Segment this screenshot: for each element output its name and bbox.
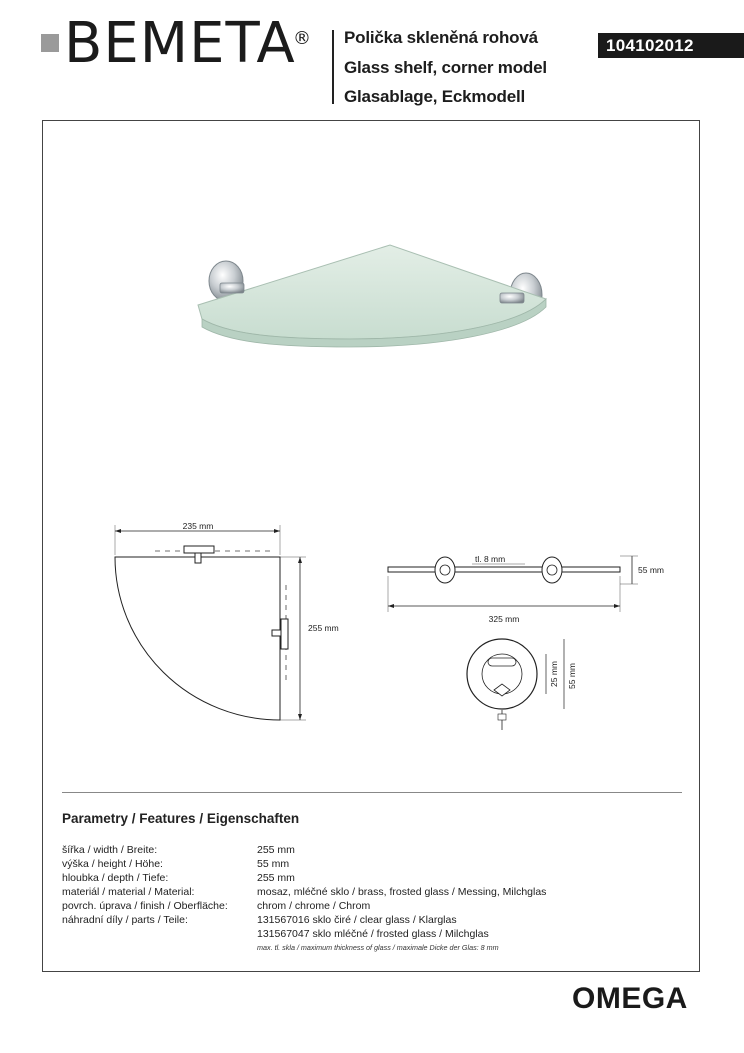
section-divider	[62, 792, 682, 793]
left-clamp	[220, 283, 244, 293]
dim-flange-outer: 55 mm	[567, 663, 577, 689]
shelf-outline	[115, 557, 280, 720]
spec-value-height: 55 mm	[257, 858, 290, 870]
dim-top-depth: 255 mm	[308, 623, 339, 633]
dim-top-width: 235 mm	[182, 521, 214, 531]
logo-mark	[41, 34, 59, 52]
spec-label-width: šířka / width / Breite:	[62, 844, 158, 856]
spec-value-material: mosaz, mléčné sklo / brass, frosted glass / Messing, Milchglas	[257, 886, 547, 898]
dim-flange-inner: 25 mm	[549, 661, 559, 687]
spec-label-parts: náhradní díly / parts / Teile:	[62, 914, 188, 926]
product-photo	[190, 235, 560, 355]
dim-front-width: 325 mm	[488, 614, 520, 624]
flange-detail-drawing	[460, 632, 590, 732]
right-clamp	[500, 293, 524, 303]
spec-value-parts-frosted: 131567047 sklo mléčné / frosted glass / Milchglas	[257, 928, 489, 940]
spec-label-material: materiál / material / Material:	[62, 886, 195, 898]
spec-label-finish: povrch. úprava / finish / Oberfläche:	[62, 900, 228, 912]
dim-front-height: 55 mm	[638, 565, 664, 575]
top-bracket	[184, 546, 214, 553]
spec-label-depth: hloubka / depth / Tiefe:	[62, 872, 169, 884]
spec-value-parts-clear: 131567016 sklo čiré / clear glass / Klarglas	[257, 914, 457, 926]
header-divider	[332, 30, 334, 104]
features-title: Parametry / Features / Eigenschaften	[62, 811, 300, 826]
brand-logo: BEMETA	[64, 11, 296, 76]
spec-label-height: výška / height / Höhe:	[62, 858, 163, 870]
dim-thickness: tl. 8 mm	[475, 554, 506, 564]
title-en: Glass shelf, corner model	[344, 58, 547, 77]
front-view-drawing	[380, 548, 670, 628]
title-cz: Polička skleněná rohová	[344, 28, 538, 47]
side-bracket	[281, 619, 288, 649]
title-de: Glasablage, Eckmodell	[344, 87, 525, 106]
registered-mark: ®	[293, 28, 311, 49]
product-code-badge: 104102012	[598, 33, 744, 58]
glass-thickness-note: max. tl. skla / maximum thickness of glass / maximale Dicke der Glas: 8 mm	[257, 943, 499, 952]
spec-value-depth: 255 mm	[257, 872, 295, 884]
spec-value-finish: chrom / chrome / Chrom	[257, 900, 371, 912]
front-glass	[388, 567, 620, 572]
spec-value-width: 255 mm	[257, 844, 295, 856]
series-name: OMEGA	[572, 982, 688, 1015]
top-view-drawing	[100, 515, 360, 730]
